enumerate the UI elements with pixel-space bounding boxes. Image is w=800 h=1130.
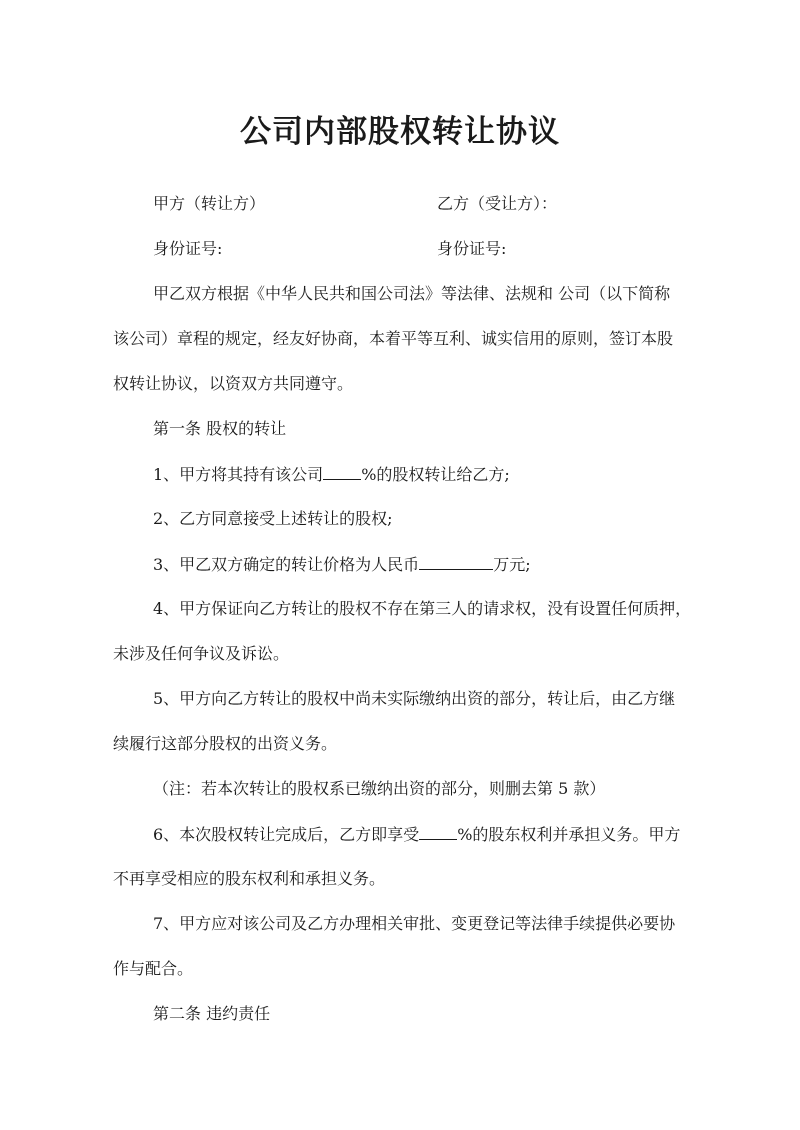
clause-5-line-2: 续履行这部分股权的出资义务。	[113, 734, 338, 753]
document-title: 公司内部股权转让协议	[240, 114, 560, 150]
preamble-line-1: 甲乙双方根据《中华人民共和国公司法》等法律、法规和 公司（以下简称	[153, 284, 671, 303]
clause-6-line-2: 不再享受相应的股东权利和承担义务。	[113, 869, 386, 888]
clause-5-line-1: 5、甲方向乙方转让的股权中尚未实际缴纳出资的部分，转让后，由乙方继	[153, 689, 676, 708]
clause-6-text-start: 6、本次股权转让完成后，乙方即享受	[153, 825, 420, 844]
price-blank	[419, 553, 493, 570]
clause-3-text-end: 万元;	[493, 555, 531, 574]
clause-1-text-end: %的股权转让给乙方;	[361, 465, 510, 484]
party-b-label: 乙方（受让方）：	[437, 194, 558, 213]
shareholder-percentage-blank	[419, 823, 457, 840]
clause-3	[153, 553, 531, 576]
preamble-line-3: 权转让协议，以资双方共同遵守。	[113, 374, 354, 393]
clause-3-text-start: 3、甲乙双方确定的转让价格为人民币	[153, 555, 420, 574]
clause-1-text-start: 1、甲方将其持有该公司	[153, 465, 324, 484]
party-a-id-label: 身份证号:	[153, 239, 223, 258]
clause-1	[153, 463, 510, 486]
clause-6-text-end: %的股东权利并承担义务。甲方	[457, 825, 681, 844]
clause-7-line-1: 7、甲方应对该公司及乙方办理相关审批、变更登记等法律手续提供必要协	[153, 914, 676, 933]
clause-4-line-1: 4、甲方保证向乙方转让的股权不存在第三人的请求权，没有设置任何质押，	[153, 599, 692, 618]
clause-2: 2、乙方同意接受上述转让的股权;	[153, 509, 393, 528]
party-a-label: 甲方（转让方）	[153, 194, 266, 213]
article-1-heading: 第一条 股权的转让	[153, 419, 287, 438]
note: （注：若本次转让的股权系已缴纳出资的部分，则删去第 5 款）	[153, 779, 606, 798]
clause-7-line-2: 作与配合。	[113, 959, 194, 978]
preamble-line-2: 该公司）章程的规定，经友好协商，本着平等互利、诚实信用的原则，签订本股	[113, 329, 674, 348]
share-percentage-blank	[323, 463, 361, 480]
article-2-heading: 第二条 违约责任	[153, 1004, 271, 1023]
clause-4-line-2: 未涉及任何争议及诉讼。	[113, 644, 290, 663]
party-b-id-label: 身份证号:	[437, 239, 507, 258]
clause-6-line-1	[153, 823, 680, 846]
